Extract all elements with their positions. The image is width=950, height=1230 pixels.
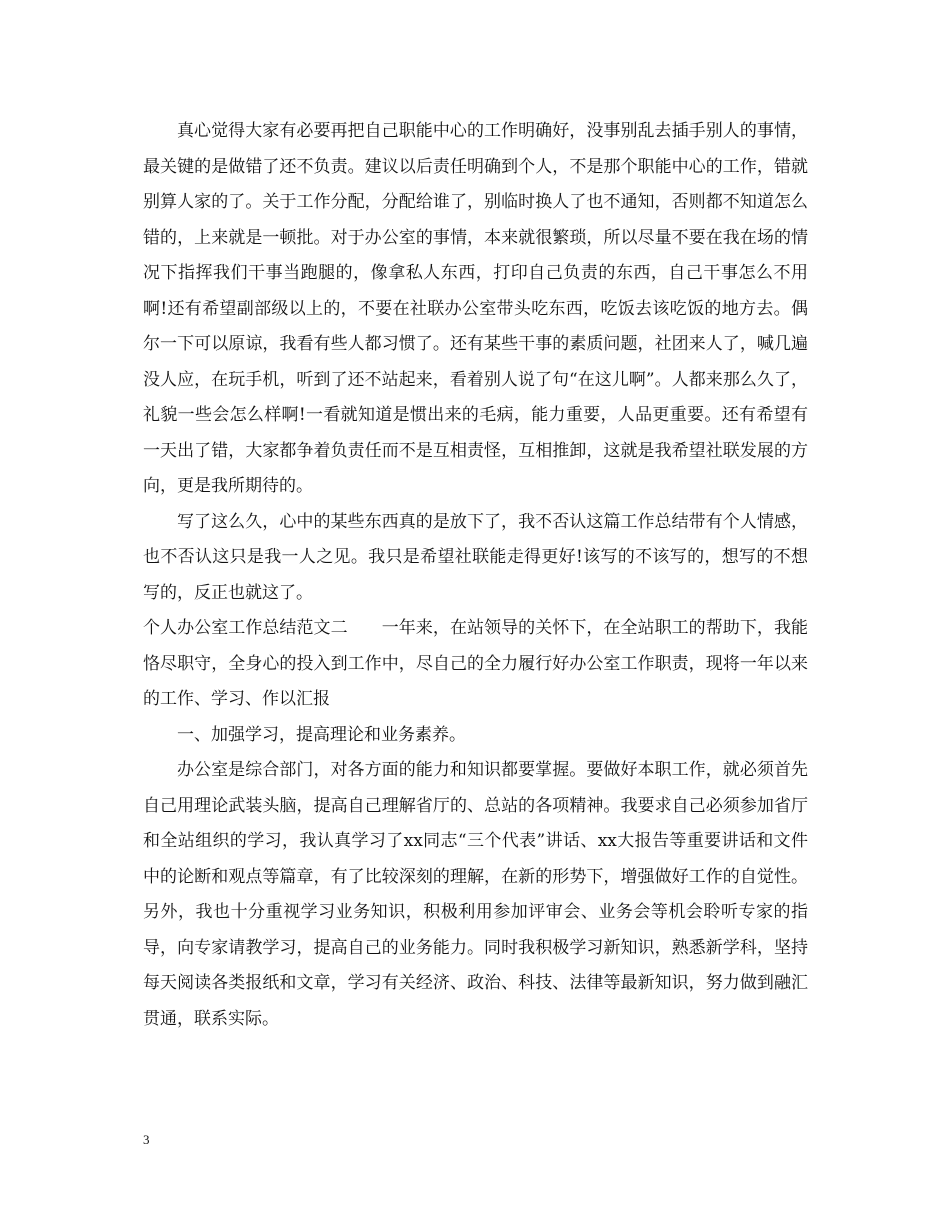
paragraph-3-section-title: 个人办公室工作总结范文二 一年来，在站领导的关怀下，在全站职工的帮助下，我能恪尽职守，全身心的投入到工作中，尽自己的全力履行好办公室工作职责，现将一年以来的工作、学习、作以汇报 [143, 618, 808, 709]
paragraph-2: 写了这么久，心中的某些东西真的是放下了，我不否认这篇工作总结带有个人情感，也不否认这只是我一人之见。我只是希望社联能走得更好!该写的不该写的，想写的不想写的，反正也就这了。 [143, 511, 808, 603]
paragraph-4-heading: 一、加强学习，提高理论和业务素养。 [177, 724, 466, 745]
body-text [143, 114, 808, 1037]
paragraph-1: 真心觉得大家有必要再把自己职能中心的工作明确好，没事别乱去插手别人的事情，最关键的是做错了还不负责。建议以后责任明确到个人，不是那个职能中心的工作，错就别算人家的了。关于工作分配，分配给谁了，别临时换人了也不通知，否则都不知道怎么错的，上来就是一顿批。对于办公室的事情，本来就很繁琐，所以尽量不要在我在场的情况下指挥我们干事当跑腿的，像拿私人东西，打印自己负责的东西，自己干事怎么不用啊!还有希望副部级以上的，不要在社联办公室带头吃东西，吃饭去该吃饭的地方去。偶尔一下可以原谅，我看有些人都习惯了。还有某些干事的素质问题，社团来人了，喊几遍没人应，在玩手机，听到了还不站起来，看着别人说了句“在这儿啊”。人都来那么久了，礼貌一些会怎么样啊!一看就知道是惯出来的毛病，能力重要，人品更重要。还有希望有一天出了错，大家都争着负责任而不是互相责怪，互相推卸，这就是我希望社联发展的方向，更是我所期待的。 [143, 121, 808, 496]
paragraph-5: 办公室是综合部门，对各方面的能力和知识都要掌握。要做好本职工作，就必须首先自己用理论武装头脑，提高自己理解省厅的、总站的各项精神。我要求自己必须参加省厅和全站组织的学习，我认真学习了xx同志“三个代表”讲话、xx大报告等重要讲话和文件中的论断和观点等篇章，有了比较深刻的理解，在新的形势下，增强做好工作的自觉性。另外，我也十分重视学习业务知识，积极利用参加评审会、业务会等机会聆听专家的指导，向专家请教学习，提高自己的业务能力。同时我积极学习新知识，熟悉新学科，坚持每天阅读各类报纸和文章，学习有关经济、政治、科技、法律等最新知识，努力做到融汇贯通，联系实际。 [143, 760, 808, 1029]
page-number: 3 [143, 1132, 150, 1147]
